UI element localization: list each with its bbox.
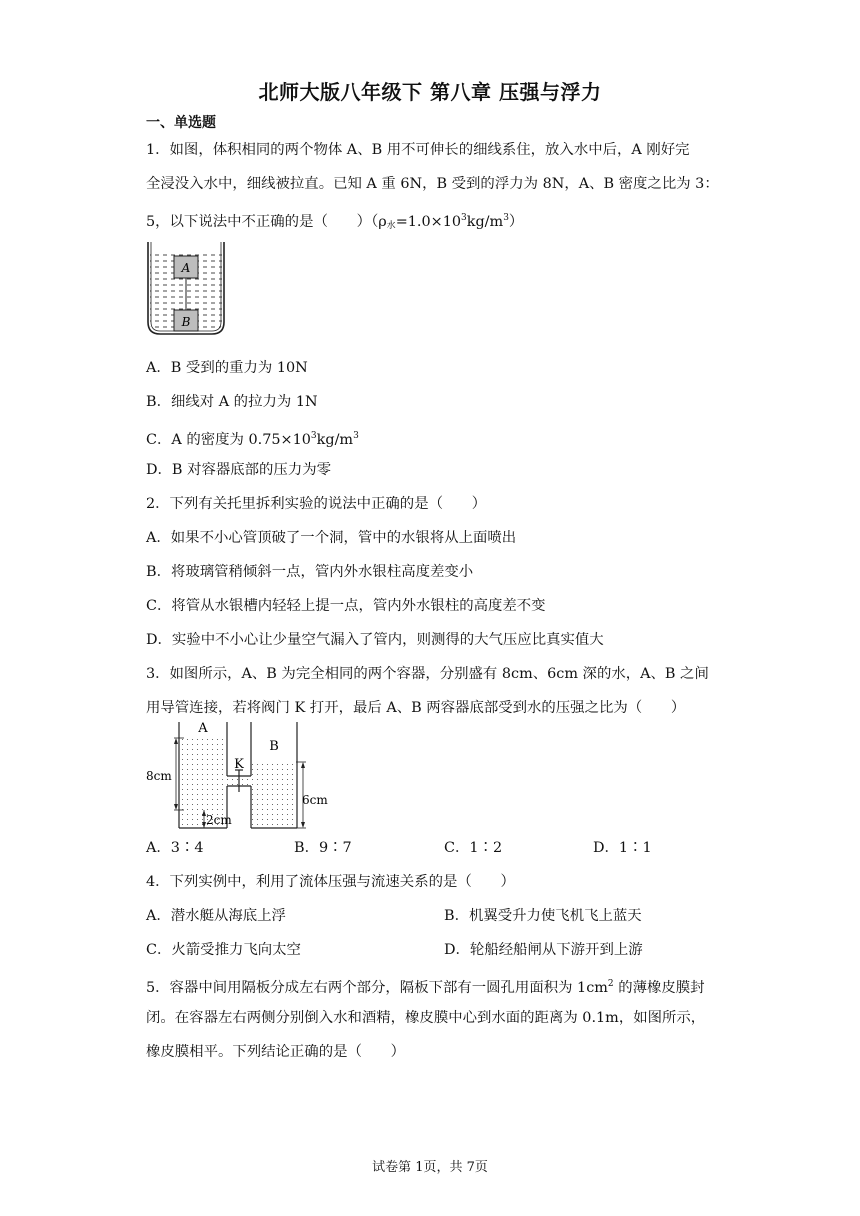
q2-option-b: B．将玻璃管稍倾斜一点，管内外水银柱高度差变小: [146, 564, 474, 580]
q2-option-c: C．将管从水银槽内轻轻上提一点，管内外水银柱的高度差不变: [146, 598, 546, 614]
container-a-label: A: [198, 721, 208, 736]
q4-option-d: D．轮船经船闸从下游开到上游: [444, 942, 643, 958]
q5-stem-line2: 闭。在容器左右两侧分别倒入水和酒精，橡皮膜中心到水面的距离为 0.1m，如图所示，: [146, 1010, 706, 1026]
q1-option-d: D．B 对容器底部的压力为零: [146, 462, 331, 478]
q2-stem: 2．下列有关托里拆利实验的说法中正确的是（ ）: [146, 496, 487, 512]
height-2cm-label: 2cm: [206, 813, 232, 827]
valve-k-label: K: [234, 757, 244, 772]
section-heading: 一、单选题: [146, 115, 216, 131]
q3-stem-line2: 用导管连接，若将阀门 K 打开，最后 A、B 两容器底部受到水的压强之比为（ ）: [146, 700, 686, 716]
q1-option-a: A．B 受到的重力为 10N: [146, 360, 308, 376]
q4-option-b: B．机翼受升力使飞机飞上蓝天: [444, 908, 642, 924]
q3-option-c: C．1∶2: [444, 840, 503, 856]
q1-figure-container: [146, 240, 226, 336]
height-6cm-label: 6cm: [302, 793, 328, 807]
container-b-label: B: [269, 739, 279, 754]
q5-stem-line1: 5．容器中间用隔板分成左右两个部分，隔板下部有一圆孔用面积为 $1cm^2$ 的薄橡皮膜封: [146, 979, 705, 996]
q2-option-d: D．实验中不小心让少量空气漏入了管内，则测得的大气压应比真实值大: [146, 632, 604, 648]
q4-option-c: C．火箭受推力飞向太空: [146, 942, 301, 958]
height-8cm-label: 8cm: [146, 769, 172, 783]
q4-stem: 4．下列实例中，利用了流体压强与流速关系的是（ ）: [146, 874, 515, 890]
q1-option-b: B．细线对 A 的拉力为 1N: [146, 394, 318, 410]
block-a-label: A: [181, 261, 191, 275]
page-title: 北师大版八年级下 第八章 压强与浮力: [258, 80, 602, 104]
q5-stem-line3: 橡皮膜相平。下列结论正确的是（ ）: [146, 1044, 406, 1060]
q3-figure-containers: [146, 718, 336, 832]
page-footer: 试卷第 1页，共 7页: [372, 1160, 488, 1175]
q3-stem-line1: 3．如图所示，A、B 为完全相同的两个容器，分别盛有 8cm、6cm 深的水，A、B 之间: [146, 666, 709, 682]
q3-option-d: D．1∶1: [593, 840, 652, 856]
q2-option-a: A．如果不小心管顶破了一个洞，管中的水银将从上面喷出: [146, 530, 517, 546]
q1-stem-line2: 全浸没入水中，细线被拉直。已知 A 重 6N，B 受到的浮力为 8N，A、B 密度之比为 3：: [146, 176, 719, 192]
block-b-label: B: [181, 315, 191, 329]
q3-option-b: B．9∶7: [294, 840, 352, 856]
q1-stem-line1: 1．如图，体积相同的两个物体 A、B 用不可伸长的细线系住，放入水中后，A 刚好完: [146, 142, 690, 158]
q3-option-a: A．3∶4: [146, 840, 204, 856]
q1-option-c: C．A 的密度为 $0.75\times 10^3kg/m^3$: [146, 431, 359, 448]
q1-stem-line3: 5，以下说法中不正确的是（ ）$(\rho_水=1.0\times 10^3kg/m^3)$: [146, 213, 524, 231]
q4-option-a: A．潜水艇从海底上浮: [146, 908, 286, 924]
